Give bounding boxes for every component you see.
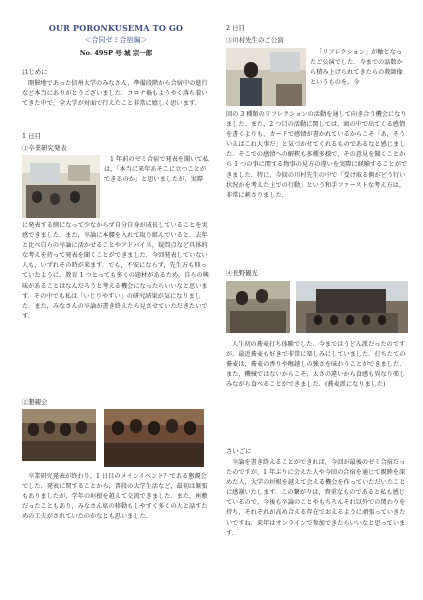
section1-body: に発表する側になって少なからず自分自身が成長していることを実感できました．また，卒論に本腰を入れて取り組んでいると，去年と比べ自らの卒論に活かせることやアドバイス，疑問点など具体的な考えを持って発表を聞くことができました．今回発表していない人も，いずれその時が来ます．でも，不安にならず，先生方も仰っていたように，教育 1 つとっても多くの題材があるため，自らの興味があることはなんだろうと考える機会になったらいいなと思います．その中でも私は「いじりやすい」の研究結果が気になりました．また，みなさんの卒論が書き終えたら見させていただきたいです． <box>22 222 209 320</box>
section3-heading: ③川村先生のご公演 <box>226 36 284 44</box>
day2-label: 2 日目 <box>226 24 245 32</box>
section4-body: 人生初の蕎麦打ち体験でした．今まではうどん派だったのですが，最近蕎麦も好きで非常に楽しみにしていました．打ちたての蕎麦は，蕎麦の香りや喉越しの強さを味わうことができました．また，機械ではないからこそ，太さの違いから食感も異なり楽しみながら食べることができました．(蕎麦派になりました) <box>226 341 406 389</box>
section2-body: 卒業研究発表が終わり，1 日目のメインイベント？である懇親会でした．発表に関することから，普段の大学生活など，最初は緊張もありましたが，学年の垣根を越えて交流できました．また，座敷だったこともあり，みなさん席の移動もしやすく多くの人と話すための工夫がされていたのかなとも思いました． <box>22 473 208 521</box>
intro-heading: はじめに <box>22 68 48 76</box>
section1-heading: ①卒業研究発表 <box>22 144 67 152</box>
section2-heading: ②懇親会 <box>22 398 48 406</box>
newsletter-subtitle: ＜合同ゼミ合宿編＞ <box>84 36 148 44</box>
section3-body: 回の 3 種類のリフレクションの活動を通して向き合う機会になりました．また，2 つ目の活動に関しては，頭の中で出てくる感情を書くよりも，カードで感情が書かれているからこそ「あ，そういえばこれ大事だ」と気づかせてくれるものであるなと感じました．そこでの感情への解釈も多種多様で，その意見を聞くことから 1 つの事に関する物事の見方の違いを実際に経験することができました．特に，今回の川村先生の中で「受け取る側がどう行い状況かを考えた上での行動」という和手ファーストな考え方は，非常に刺さりました． <box>226 111 408 199</box>
newsletter-title: OUR PORONKUSEMA TO GO <box>48 23 184 33</box>
section1-body-beside: 1 年前のゼミ合宿で発表を聞いて私は，「本当に来年あそこに立つことができるのか」と思いましたが，実際 <box>104 156 209 184</box>
day1-label: 1 日目 <box>22 132 41 140</box>
closing-heading: さいごに <box>226 447 252 455</box>
closing-body: 卒論を書き終えることができれば，今回が最後のゼミ合宿だったのですが，1 年ぶりに会えた人や今回の合宿を通じて親睦を深めた人，大学の垣根を越えて会える機会を作っていただいたことに感謝いたします．この繋がりは，貴重なものであると私も感じているので，今後も卒論のことやもちろんそれ以外での関わりを持ち，それぞれが高め合える存在でおえるように頑張っていきたいですね．来年はオンラインで参加できたらいいなと思っています． <box>226 459 406 537</box>
party-photo-left <box>22 409 96 461</box>
presentation-photo <box>22 155 100 218</box>
section3-body-beside: 「リフレクション」が軸となったご公演でした．今までの話数から積み上げられてきたらの教師像というものを，今 <box>310 49 403 87</box>
soba-photo <box>226 281 290 333</box>
party-photo-right <box>104 409 204 467</box>
section4-heading: ④長野観光 <box>226 269 258 277</box>
lecture-photo <box>226 48 306 106</box>
intro-body: 開催地であった信州大学のみなさん，準備段階から合宿中の進行など本当にありがとうございました．コロナ禍もようやく落ち着いてきた中で，全大学が対面で行えたこと非常に嬉しく思います． <box>22 80 208 108</box>
author-line: No. 49SP 号 城 宗一郎 <box>79 49 153 57</box>
temple-photo <box>296 281 408 333</box>
